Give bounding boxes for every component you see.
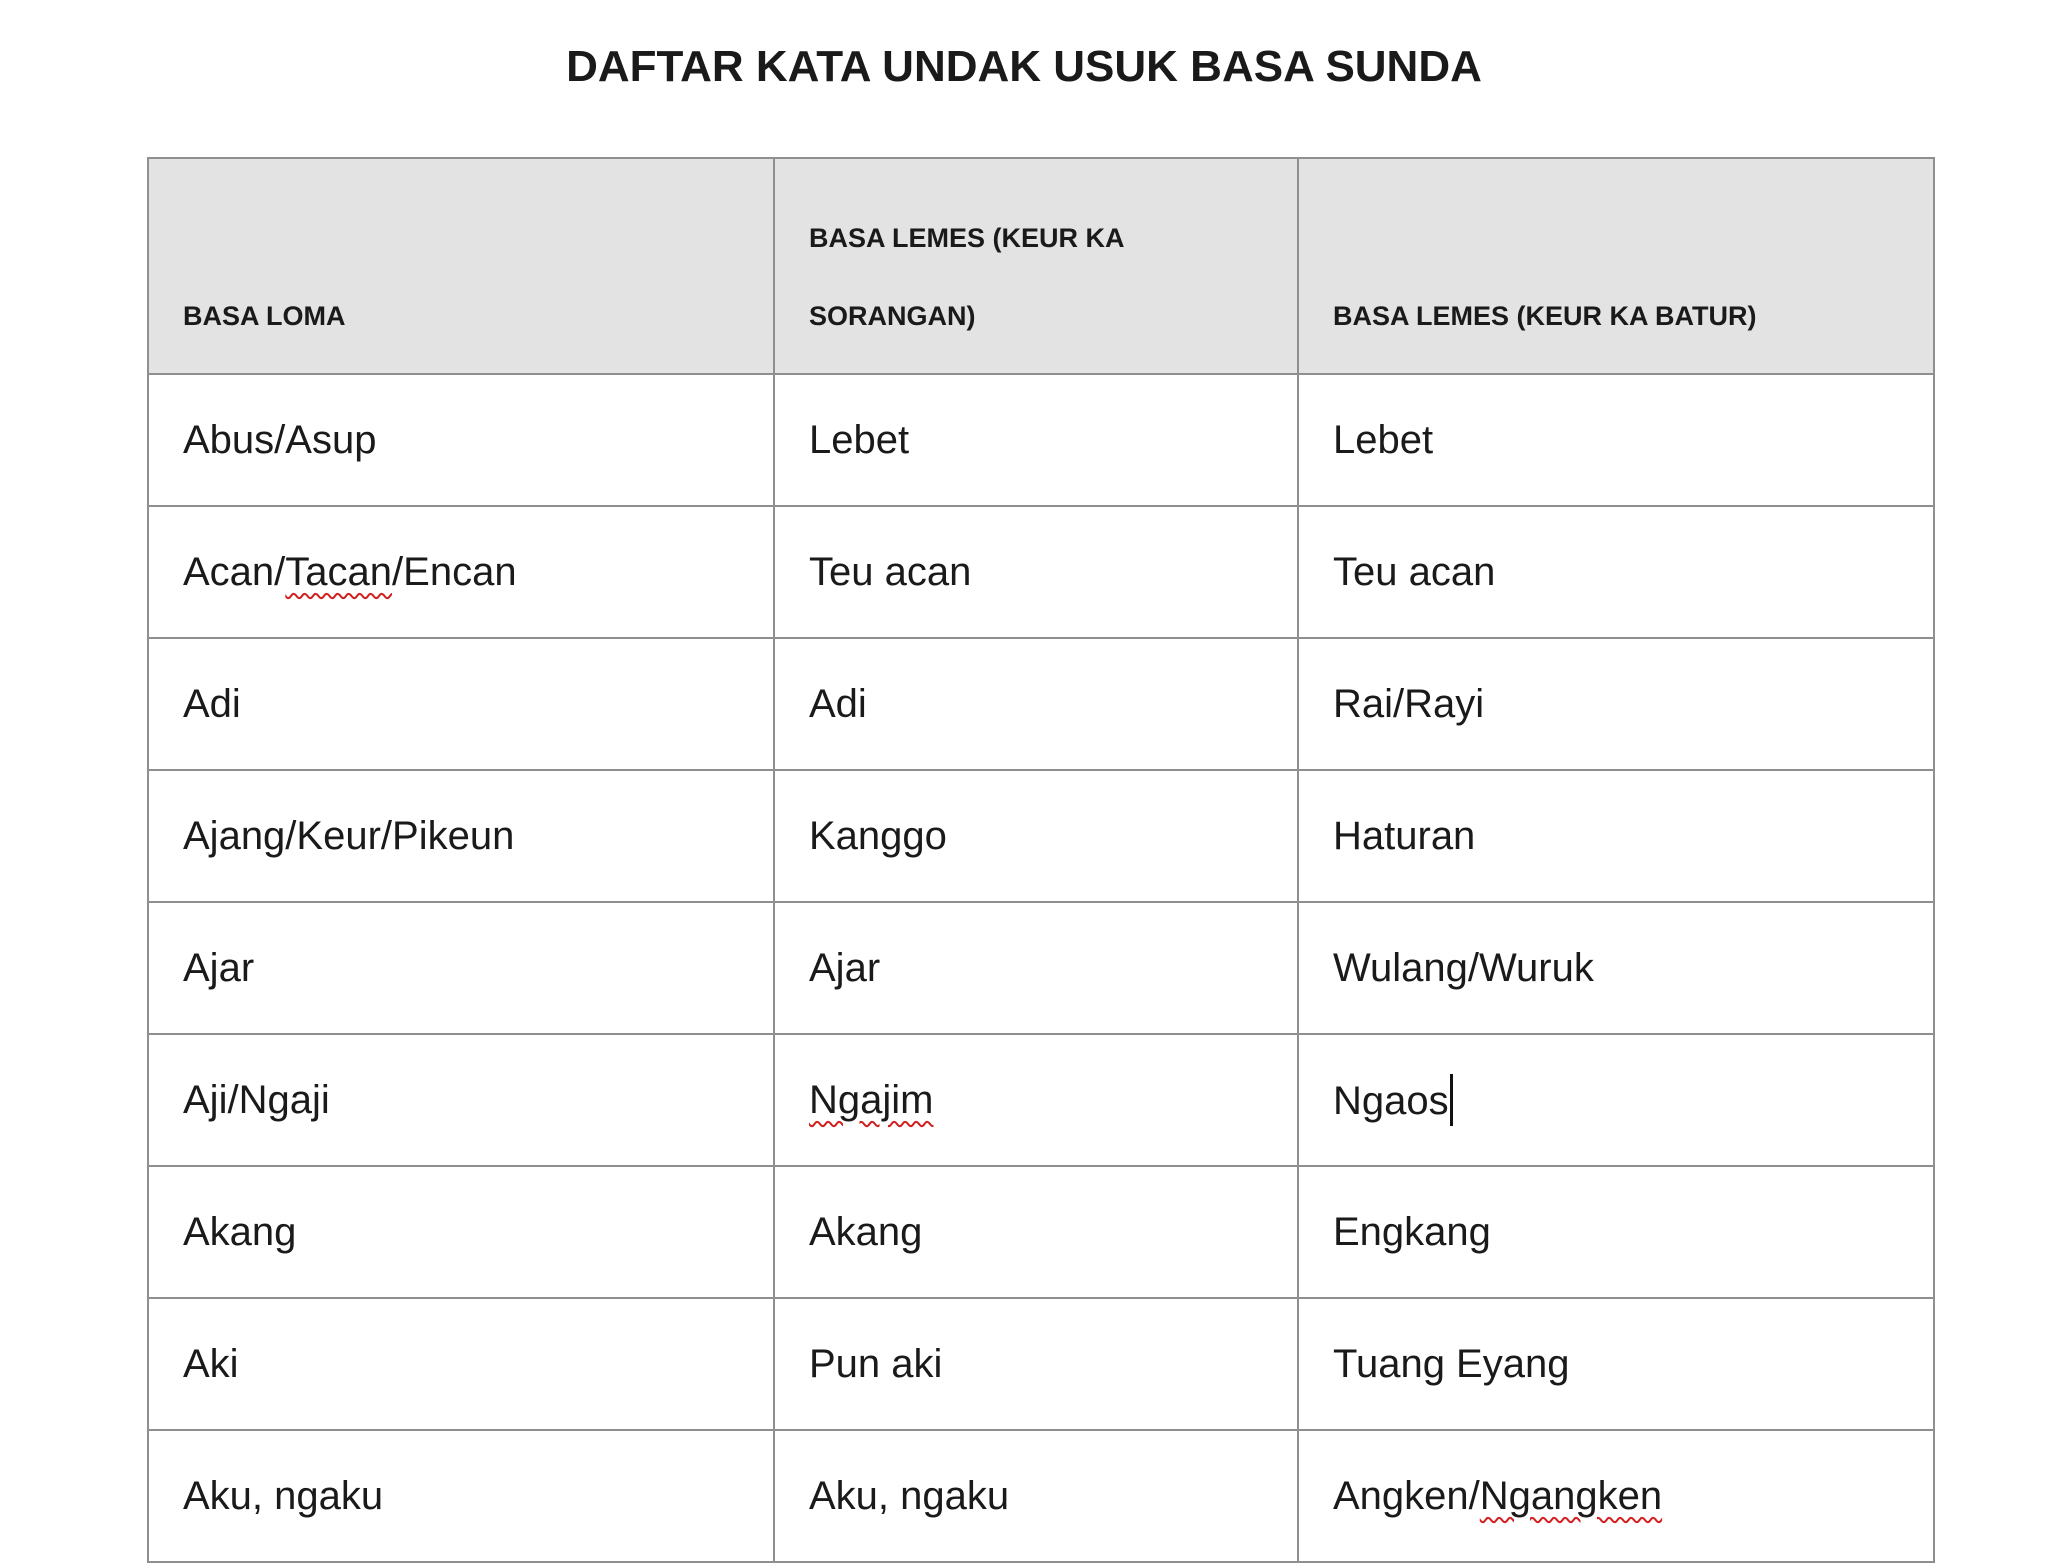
cell-text: Acan/ xyxy=(183,549,286,594)
cell-basa-loma[interactable]: Aki xyxy=(148,1298,774,1430)
cell-basa-loma[interactable]: Adi xyxy=(148,638,774,770)
table-row xyxy=(148,638,1934,770)
cell-basa-lemes-batur[interactable]: Teu acan xyxy=(1298,506,1934,638)
table-row xyxy=(148,506,1934,638)
spelling-error-word[interactable]: Ngangken xyxy=(1479,1473,1663,1518)
cell-basa-lemes-sorangan[interactable]: Ajar xyxy=(774,902,1298,1034)
cell-basa-loma[interactable]: Aji/Ngaji xyxy=(148,1034,774,1166)
cell-basa-loma[interactable]: Akang xyxy=(148,1166,774,1298)
cell-basa-lemes-batur[interactable]: Haturan xyxy=(1298,770,1934,902)
cell-basa-lemes-sorangan[interactable]: Aku, ngaku xyxy=(774,1430,1298,1562)
table-header xyxy=(148,158,1934,374)
table-row xyxy=(148,1298,1934,1430)
cell-basa-lemes-sorangan[interactable]: Teu acan xyxy=(774,506,1298,638)
cell-text: /Encan xyxy=(392,549,517,594)
cell-basa-loma[interactable]: Aku, ngaku xyxy=(148,1430,774,1562)
table-row xyxy=(148,1034,1934,1166)
cell-basa-lemes-batur[interactable]: Tuang Eyang xyxy=(1298,1298,1934,1430)
cell-basa-lemes-sorangan[interactable] xyxy=(774,1034,1298,1166)
table-row xyxy=(148,1166,1934,1298)
cell-basa-lemes-batur[interactable]: Lebet xyxy=(1298,374,1934,506)
cell-text: Angken/ xyxy=(1333,1473,1480,1518)
cell-basa-loma[interactable]: Ajar xyxy=(148,902,774,1034)
header-row xyxy=(148,158,1934,374)
table-row xyxy=(148,902,1934,1034)
text-cursor xyxy=(1450,1074,1453,1126)
cell-basa-lemes-batur[interactable] xyxy=(1298,1430,1934,1562)
cell-basa-loma[interactable]: Ajang/Keur/Pikeun xyxy=(148,770,774,902)
cell-text: Ngaos xyxy=(1333,1079,1449,1123)
cell-basa-lemes-batur[interactable]: Wulang/Wuruk xyxy=(1298,902,1934,1034)
table-row xyxy=(148,770,1934,902)
cell-basa-lemes-batur[interactable]: Rai/Rayi xyxy=(1298,638,1934,770)
header-basa-lemes-batur[interactable]: BASA LEMES (KEUR KA BATUR) xyxy=(1298,158,1934,374)
header-basa-loma[interactable]: BASA LOMA xyxy=(148,158,774,374)
cell-basa-lemes-batur[interactable]: Engkang xyxy=(1298,1166,1934,1298)
vocabulary-table xyxy=(147,157,1935,1563)
table-row xyxy=(148,1430,1934,1562)
cell-basa-loma[interactable] xyxy=(148,506,774,638)
cell-basa-loma[interactable]: Abus/Asup xyxy=(148,374,774,506)
cell-basa-lemes-sorangan[interactable]: Adi xyxy=(774,638,1298,770)
cell-basa-lemes-batur[interactable] xyxy=(1298,1034,1934,1166)
spelling-error-word[interactable]: Tacan xyxy=(285,549,393,594)
cell-basa-lemes-sorangan[interactable]: Lebet xyxy=(774,374,1298,506)
cell-basa-lemes-sorangan[interactable]: Pun aki xyxy=(774,1298,1298,1430)
table-body xyxy=(148,374,1934,1562)
table-row xyxy=(148,374,1934,506)
document-title: DAFTAR KATA UNDAK USUK BASA SUNDA xyxy=(566,42,1482,91)
cell-basa-lemes-sorangan[interactable]: Kanggo xyxy=(774,770,1298,902)
header-basa-lemes-sorangan[interactable]: BASA LEMES (KEUR KA SORANGAN) xyxy=(774,158,1298,374)
cell-basa-lemes-sorangan[interactable]: Akang xyxy=(774,1166,1298,1298)
spelling-error-word[interactable]: Ngajim xyxy=(809,1077,934,1122)
